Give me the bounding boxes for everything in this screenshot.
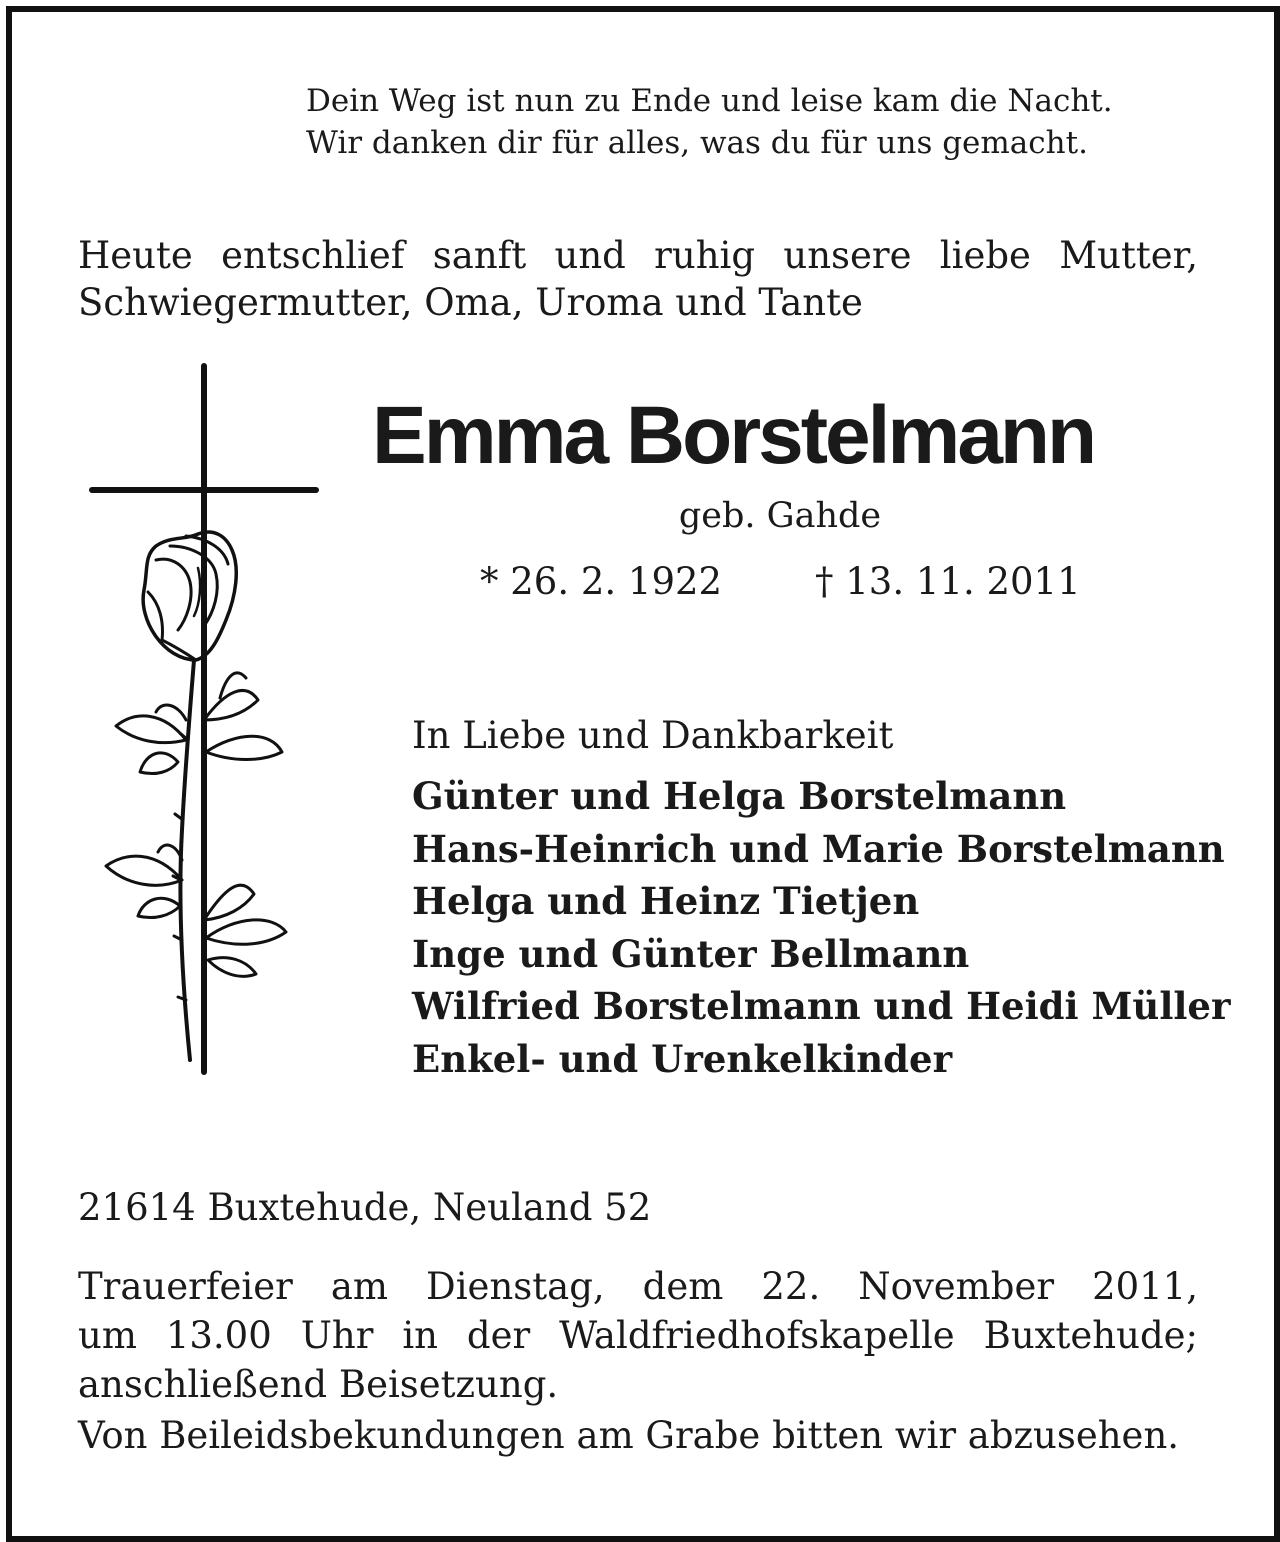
poem-line-1: Dein Weg ist nun zu Ende und leise kam die Nacht. <box>306 83 1113 119</box>
poem-line-2: Wir danken dir für alles, was du für uns gemacht. <box>306 125 1088 161</box>
ceremony-info <box>78 1262 1198 1409</box>
mourner-entry: Helga und Heinz Tietjen <box>412 879 920 923</box>
mourner-entry: Enkel- und Urenkelkinder <box>412 1036 953 1081</box>
mourner-entry: Günter und Helga Borstelmann <box>412 774 1067 818</box>
dedication: In Liebe und Dankbarkeit <box>412 714 894 757</box>
birth-name: geb. Gahde <box>678 496 882 536</box>
intro-text <box>78 232 1198 326</box>
ceremony-line-1: Trauerfeier am Dienstag, dem 22. November 2011, <box>78 1265 1198 1308</box>
mourner-entry: Inge und Günter Bellmann <box>412 931 970 976</box>
cross-with-rose-icon <box>86 360 326 1080</box>
ceremony-line-3: anschließend Beisetzung. <box>78 1363 559 1406</box>
intro-line-2: Schwiegermutter, Oma, Uroma und Tante <box>78 281 863 324</box>
deceased-name: Emma Borstelmann <box>372 390 1095 481</box>
mourners-list <box>412 770 1230 1085</box>
condolence-note: Von Beileidsbekundungen am Grabe bitten wir abzusehen. <box>78 1414 1180 1457</box>
poem <box>306 80 1113 164</box>
birth-date: * 26. 2. 1922 <box>480 560 723 603</box>
intro-line-1: Heute entschlief sanft und ruhig unsere liebe Mutter, <box>78 234 1198 277</box>
mourner-entry: Hans-Heinrich und Marie Borstelmann <box>412 826 1225 871</box>
death-date: † 13. 11. 2011 <box>815 560 1081 603</box>
address: 21614 Buxtehude, Neuland 52 <box>78 1186 652 1229</box>
mourner-entry: Wilfried Borstelmann und Heidi Müller <box>412 984 1231 1028</box>
ceremony-line-2: um 13.00 Uhr in der Waldfriedhofskapelle Buxtehude; <box>78 1314 1198 1357</box>
